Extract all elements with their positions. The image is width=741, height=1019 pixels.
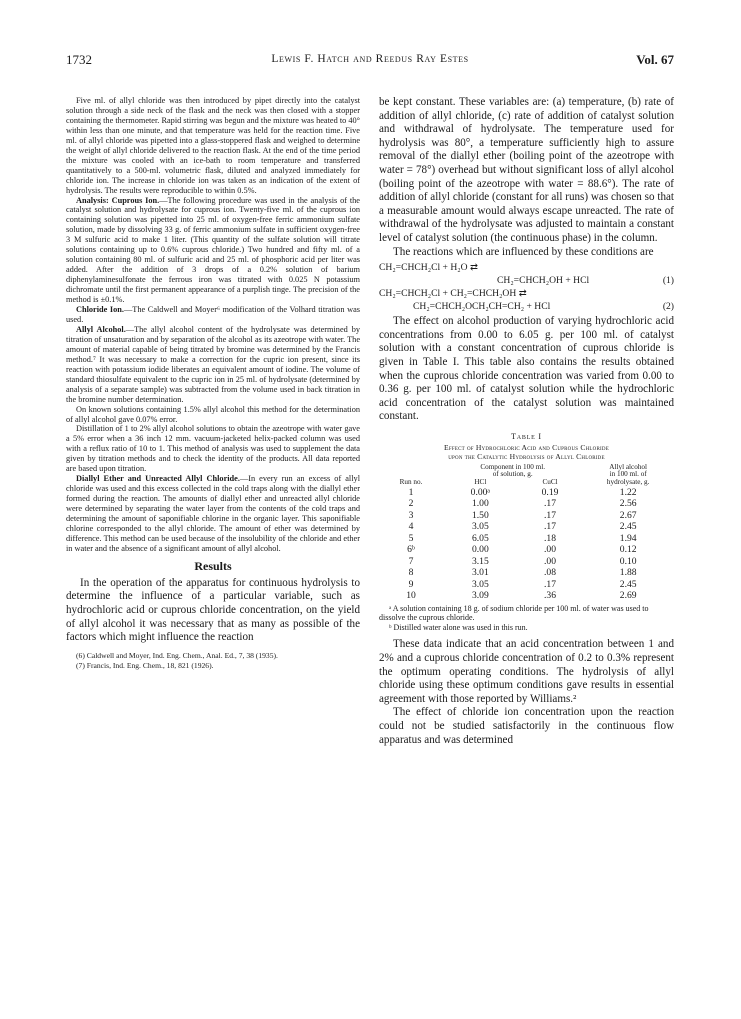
run-in-heading: Chloride Ion. (76, 305, 124, 315)
table-row (379, 487, 674, 499)
table-cell-allyl: 1.94 (619, 532, 637, 544)
table-cell-hcl: 0.00 (471, 544, 489, 556)
table-cell-hcl: 3.01 (471, 567, 489, 579)
table-cell-cucl: .17 (544, 509, 557, 521)
table-cell-allyl: 1.22 (619, 486, 637, 498)
table-row (379, 521, 674, 533)
table-cell-cucl: 0.19 (541, 486, 559, 498)
table-cell-allyl: 1.88 (619, 567, 637, 579)
table-cell-hcl: 3.15 (471, 555, 489, 567)
running-header (66, 52, 674, 74)
table-cell-cucl: .00 (544, 555, 557, 567)
table-row (379, 556, 674, 568)
table-cell-allyl: 2.69 (619, 590, 637, 602)
table-cell-hcl: 1.00 (471, 498, 489, 510)
table-cell-run: 5 (408, 532, 414, 544)
equation-2-left: CH₂=CHCH₂Cl + CH₂=CHCH₂OH ⇄ (379, 288, 527, 300)
equation-number: (2) (662, 301, 674, 313)
table-cell-run: 6ᵇ (407, 544, 415, 556)
table-row (379, 533, 674, 545)
paragraph: Analysis: Cuprous Ion.—The following procedure was used in the analysis of the catalyst solution and hydrolysate for cuprous ion. Twenty-five ml. of the cuprous ion containing solution was pipetted into 25 ml. of oxygen-free ferric ammonium sulfate solution, made by dissolving 33 g. of ferric ammonium sulfate in sufficient oxygen-free 3 M sulfuric acid to make 1 liter. (This quantity of the sulfate solution will titrate solutions containing up to 0.6% cuprous chloride.) Two hundred and fifty ml. of a solution containing 80 ml. of sulfuric acid and 25 ml. of phosphoric acid per liter was added. After the addition of 3 drops of a 0.2% solution of barium diphenylaminesulfonate the ferrous iron was titrated with 0.025 N potassium dichromate until the first permanent appearance of a purplish tinge. The precision of the method is ±0.1%. (66, 195, 360, 305)
paragraph: Diallyl Ether and Unreacted Allyl Chloride.—In every run an excess of allyl chloride was used and this excess collected in the cold traps along with the diallyl ether formed during the reaction. The amounts of diallyl ether and unreacted allyl chloride were determined by separating the water layer from the contents of the cold traps and determining the amount of saponifiable chlorine in the organic layer. This saponifiable chlorine corresponded to the allyl chloride. The amount of ether was determined by difference. This method can be used because of the insolubility of the chloride and ether in water and the absence of a significant amount of allyl alcohol. (66, 474, 360, 553)
table-caption: Effect of Hydrochloric Acid and Cuprous Chloride upon the Catalytic Hydrolysis of Allyl Chloride (444, 442, 609, 462)
running-head-authors: Lewis F. Hatch and Reedus Ray Estes (271, 53, 469, 65)
table-cell-hcl: 6.05 (471, 532, 489, 544)
column-header-allyl: Allyl alcohol in 100 ml. of (609, 462, 648, 479)
table-cell-hcl: 0.00ᵃ (470, 486, 491, 498)
table-cell-hcl: 3.05 (471, 578, 489, 590)
footnote: (6) Caldwell and Moyer, Ind. Eng. Chem., Anal. Ed., 7, 38 (1935). (76, 650, 278, 660)
table-cell-run: 1 (408, 486, 414, 498)
column-header-allyl-unit: hydrolysate, g. (606, 478, 650, 487)
equation-2-right: CH₂=CHCH₂OCH₂CH=CH₂ + HCl (2) (413, 301, 674, 313)
table-row (379, 544, 674, 556)
table-cell-allyl: 0.12 (619, 544, 637, 556)
section-title-results: Results (194, 558, 232, 573)
paragraph: Allyl Alcohol.—The allyl alcohol content of the hydrolysate was determined by titration of unsaturation and by separation of the alcohol as its azeotrope with water. The amount of material capable of being titrated by bromine was determined by the Francis method.⁷ It was necessary to make a correction for the cupric ion present, since its reaction with potassium iodide liberates an equivalent amount of iodine. The volume of standard thiosulfate equivalent to the cupric ion in 25 ml. of hydrolysate (determined by analysis of a separate sample) was subtracted from the volume used in back titration in the bromine number determination. (66, 324, 360, 404)
reaction-equations (379, 261, 674, 313)
table-cell-cucl: .00 (544, 544, 557, 556)
page-number: 1732 (66, 52, 92, 67)
paragraph: Distillation of 1 to 2% allyl alcohol solutions to obtain the azeotrope with water gave a 5% error when a 36 inch 12 mm. vacuum-jacketed helix-packed column was used with a reflux ratio of 10 to 1. This method of analysis was used to supplement the data given by titration methods and to check the identity of the products. All data reported are based upon titration. (66, 424, 360, 474)
paragraph: In the operation of the apparatus for continuous hydrolysis to determine the influence of a particular variable, such as hydrochloric acid or cuprous chloride concentration, on the yield of allyl alcohol it was necessary that as many as possible of the factors which might influence the reaction (66, 576, 360, 644)
column-group-header: Component in 100 ml. of solution, g. (480, 462, 546, 479)
table-cell-run: 2 (408, 498, 414, 510)
table-cell-run: 3 (408, 509, 414, 521)
paragraph: On known solutions containing 1.5% allyl alcohol this method for the determination of allyl alcohol gave 0.07% error. (66, 404, 360, 424)
table-cell-run: 4 (408, 521, 414, 533)
column-header-cucl: CuCl (542, 478, 558, 487)
table-note: ᵃ A solution containing 18 g. of sodium chloride per 100 ml. of water was used to dissolve the cuprous chloride. (379, 603, 649, 623)
column-header-hcl: HCl (474, 478, 487, 487)
table-cell-run: 8 (408, 567, 414, 579)
table-note: ᵇ Distilled water alone was used in this run. (389, 622, 528, 632)
table-cell-allyl: 2.45 (619, 521, 637, 533)
data-table (379, 464, 674, 602)
equation-1-left: CH₂=CHCH₂Cl + H₂O ⇄ (379, 262, 478, 274)
table-cell-run: 9 (408, 578, 414, 590)
table-cell-allyl: 2.67 (619, 509, 637, 521)
run-in-heading: Diallyl Ether and Unreacted Allyl Chloride. (76, 474, 240, 484)
table-cell-allyl: 2.45 (619, 578, 637, 590)
equation-number: (1) (662, 275, 674, 287)
paragraph: The effect of chloride ion concentration upon the reaction could not be studied satisfactorily in the continuous flow apparatus and was determined (379, 706, 674, 746)
table-cell-run: 10 (406, 590, 416, 602)
equation-1-right: CH₂=CHCH₂OH + HCl (1) (497, 275, 674, 287)
table-cell-cucl: .17 (544, 578, 557, 590)
table-cell-cucl: .17 (544, 498, 557, 510)
paragraph: The effect on alcohol production of varying hydrochloric acid concentrations from 0.00 to 6.05 g. per 100 ml. of catalyst solution with a constant concentration of cuprous chloride is given in Table I. This table also contains the results obtained when the cuprous chloride concentration was varied from 0.00 to 0.36 g. per 100 ml. of catalyst solution while the hydrochloric acid concentration of the catalyst solution was maintained constant. (379, 315, 674, 423)
left-column (66, 96, 360, 671)
footnote: (7) Francis, Ind. Eng. Chem., 18, 821 (1926). (76, 660, 214, 670)
right-column (379, 96, 674, 747)
run-in-heading: Allyl Alcohol. (76, 324, 126, 334)
paragraph: be kept constant. These variables are: (a) temperature, (b) rate of addition of allyl chloride, (c) rate of addition of catalyst solution and withdrawal of hydrolysate. The temperature used for hydrolysis was 80°, a temperature sufficiently high to assure removal of the diallyl ether (boiling point of the azeotrope with water = 78°) overhead but without significant loss of allyl alcohol (boiling point of the azeotrope with water = 88.6°). The rate of addition of allyl chloride (constant for all runs) was chosen so that a measurable amount would always escape unreacted. The rate of withdrawal of the hydrolysate was adjusted to maintain a constant level of catalyst solution (the continuous phase) in the column. (379, 96, 674, 244)
table-cell-run: 7 (408, 555, 414, 567)
table-notes (379, 604, 674, 633)
column-header-run: Run no. (399, 478, 423, 487)
table-row (379, 579, 674, 591)
paragraph: The reactions which are influenced by these conditions are (393, 245, 654, 258)
table-title: Table I (511, 431, 542, 441)
table-cell-cucl: .08 (544, 567, 557, 579)
run-in-heading: Analysis: Cuprous Ion. (76, 195, 160, 205)
table-cell-cucl: .17 (544, 521, 557, 533)
table-cell-allyl: 0.10 (619, 555, 637, 567)
table-row (379, 498, 674, 510)
paragraph: Five ml. of allyl chloride was then introduced by pipet directly into the catalyst solution through a side neck of the flask and the neck was then closed with a stopper containing the thermometer. Rapid stirring was begun and the mixture was heated to 40° within less than one minute, and that temperature was held for the reaction time. Five ml. of allyl chloride was pipetted into a glass-stoppered flask and weighed to determine the weight of allyl chloride delivered to the reaction flask. At the end of the time period the mixture was cooled with an ice-bath to room temperature and transferred quantitatively to a 500-ml. volumetric flask, diluted and analyzed immediately for chloride ion. The increase in chloride ion was taken as an indication of the extent of hydrolysis. The results were reproducible to within 0.5%. (66, 96, 360, 195)
volume-label: Vol. 67 (636, 52, 674, 67)
table-row (379, 510, 674, 522)
footnotes (76, 651, 360, 671)
table-cell-allyl: 2.56 (619, 498, 637, 510)
table-cell-cucl: .18 (544, 532, 557, 544)
table-cell-cucl: .36 (544, 590, 557, 602)
table-cell-hcl: 1.50 (471, 509, 489, 521)
paragraph: Chloride Ion.—The Caldwell and Moyer⁶ modification of the Volhard titration was used. (66, 305, 360, 324)
paragraph: These data indicate that an acid concentration between 1 and 2% and a cuprous chloride concentration of 0.2 to 0.3% represent the optimum operating conditions. The hydrolysis of allyl chloride using these optimum conditions gave results in essential agreement with those reported by Williams.² (379, 638, 674, 705)
table-cell-hcl: 3.05 (471, 521, 489, 533)
table-cell-hcl: 3.09 (471, 590, 489, 602)
table-row (379, 567, 674, 579)
table-row (379, 590, 674, 602)
